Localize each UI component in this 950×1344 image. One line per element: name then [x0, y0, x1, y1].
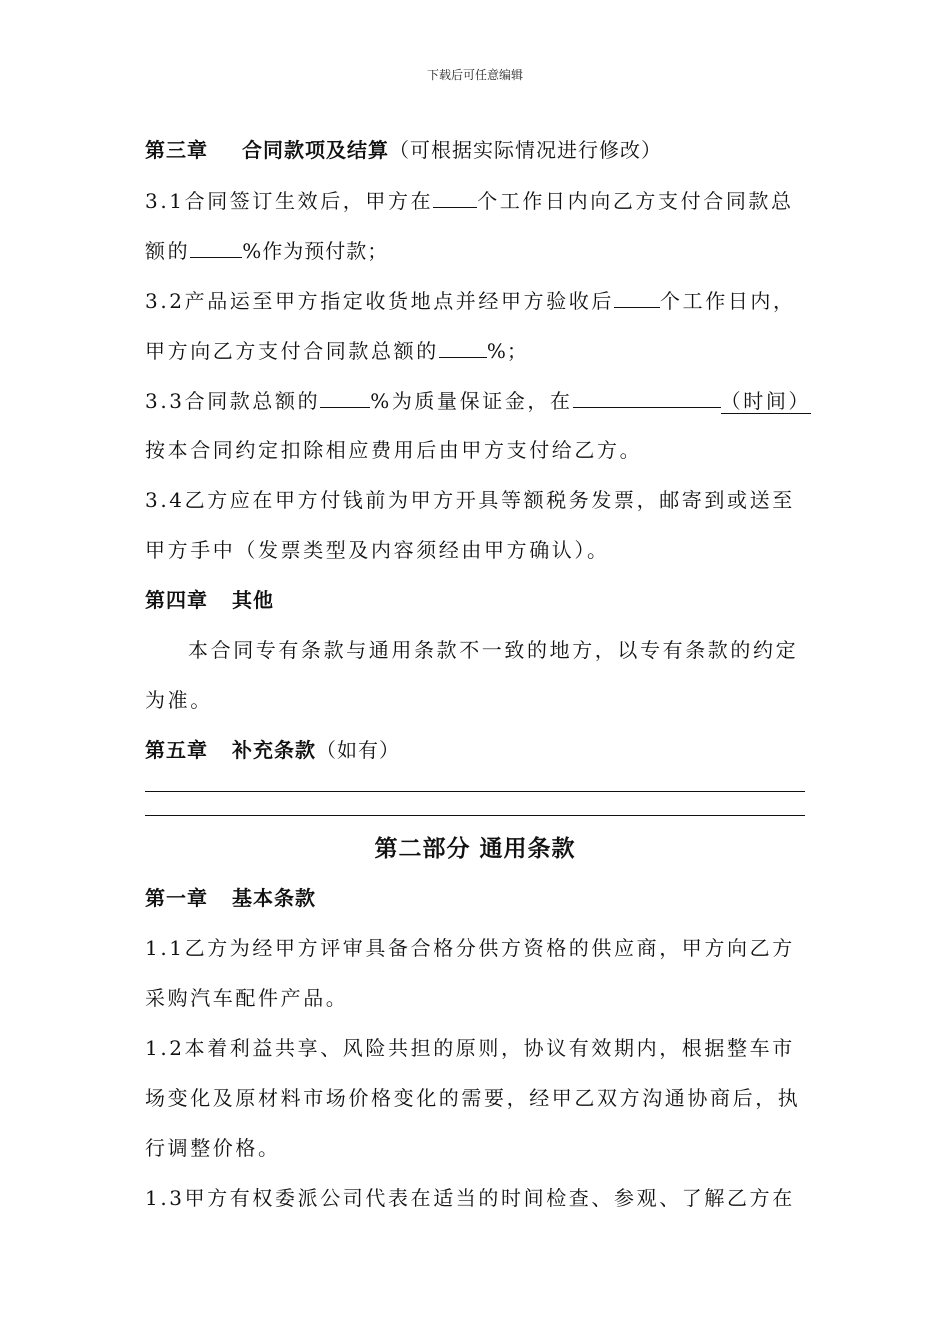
clause-3-1-line-2	[145, 235, 810, 266]
chapter-1-subtitle: 基本条款	[232, 886, 316, 910]
clause-1-3-line-1	[145, 1183, 810, 1213]
chapter-4-paragraph-line-2	[145, 685, 810, 715]
blank-days-field	[614, 285, 660, 308]
chapter-5-heading	[145, 735, 810, 765]
clause-3-1-text-a: 3.1合同签订生效后，甲方在	[145, 189, 434, 213]
chapter-3-subtitle: 合同款项及结算	[242, 138, 389, 162]
clause-3-2-text-b: 个工作日内，	[660, 289, 796, 313]
clause-3-1-text-d: %作为预付款；	[242, 239, 389, 263]
blank-percent-field	[320, 385, 370, 408]
clause-3-4-text-b: 甲方手中（发票类型及内容须经由甲方确认）。	[145, 538, 610, 562]
clause-1-1-line-1	[145, 933, 810, 963]
clause-3-4-line-2	[145, 535, 810, 565]
chapter-4-text-b: 为准。	[145, 688, 213, 712]
blank-percent-field	[439, 335, 487, 358]
clause-1-2-line-3	[145, 1133, 810, 1163]
supplement-blank-line-2	[145, 815, 805, 816]
clause-1-2-text-a: 1.2本着利益共享、风险共担的原则，协议有效期内，根据整车市	[145, 1036, 795, 1060]
chapter-4-subtitle: 其他	[232, 588, 274, 612]
blank-percent-field	[190, 235, 242, 258]
clause-3-3-line-2	[145, 435, 810, 465]
clause-3-3-text-a: 3.3合同款总额的	[145, 389, 321, 413]
page-header-note: 下载后可任意编辑	[426, 68, 523, 82]
chapter-5-title: 第五章	[145, 738, 208, 762]
chapter-4-title: 第四章	[145, 588, 208, 612]
clause-3-3-text-c: （时间）	[720, 389, 812, 413]
clause-3-2-text-c: 甲方向乙方支付合同款总额的	[145, 339, 439, 363]
chapter-4-text-a: 本合同专有条款与通用条款不一致的地方，以专有条款的约定	[188, 638, 799, 662]
clause-1-1-text-a: 1.1乙方为经甲方评审具备合格分供方资格的供应商，甲方向乙方	[145, 936, 795, 960]
clause-3-3-line-1	[145, 385, 810, 416]
clause-3-2-line-1	[145, 285, 810, 316]
chapter-5-subtitle: 补充条款	[232, 738, 316, 762]
clause-3-4-text-a: 3.4乙方应在甲方付钱前为甲方开具等额税务发票，邮寄到或送至	[145, 488, 795, 512]
chapter-3-note: （可根据实际情况进行修改）	[389, 138, 662, 162]
clause-3-4-line-1	[145, 485, 810, 515]
clause-1-2-line-2	[145, 1083, 810, 1113]
chapter-4-heading	[145, 585, 810, 615]
clause-1-3-text-a: 1.3甲方有权委派公司代表在适当的时间检查、参观、了解乙方在	[145, 1186, 795, 1210]
clause-3-1-line-1	[145, 185, 810, 216]
chapter-3-heading	[145, 135, 810, 165]
clause-3-1-text-b: 个工作日内向乙方支付合同款总	[477, 189, 794, 213]
clause-3-1-text-c: 额的	[145, 239, 191, 263]
clause-1-1-line-2	[145, 983, 810, 1013]
chapter-3-title: 第三章	[145, 138, 208, 162]
clause-3-2-text-a: 3.2产品运至甲方指定收货地点并经甲方验收后	[145, 289, 615, 313]
clause-3-2-line-2	[145, 335, 810, 366]
clause-1-2-text-b: 场变化及原材料市场价格变化的需要，经甲乙双方沟通协商后，执	[145, 1086, 801, 1110]
supplement-blank-line-1	[145, 791, 805, 792]
blank-time-field	[573, 385, 721, 408]
blank-days-field	[433, 185, 477, 208]
clause-1-2-line-1	[145, 1033, 810, 1063]
clause-1-2-text-c: 行调整价格。	[145, 1136, 281, 1160]
chapter-1-heading	[145, 883, 810, 913]
chapter-1-title: 第一章	[145, 886, 208, 910]
chapter-4-paragraph-line-1	[188, 635, 853, 665]
clause-3-3-text-d: 按本合同约定扣除相应费用后由甲方支付给乙方。	[145, 438, 643, 462]
clause-3-2-text-d: %；	[486, 339, 528, 363]
chapter-5-note: （如有）	[316, 738, 400, 762]
part-2-title: 第二部分 通用条款	[374, 835, 576, 862]
clause-3-3-text-b: %为质量保证金，在	[370, 389, 573, 413]
clause-1-1-text-b: 采购汽车配件产品。	[145, 986, 349, 1010]
